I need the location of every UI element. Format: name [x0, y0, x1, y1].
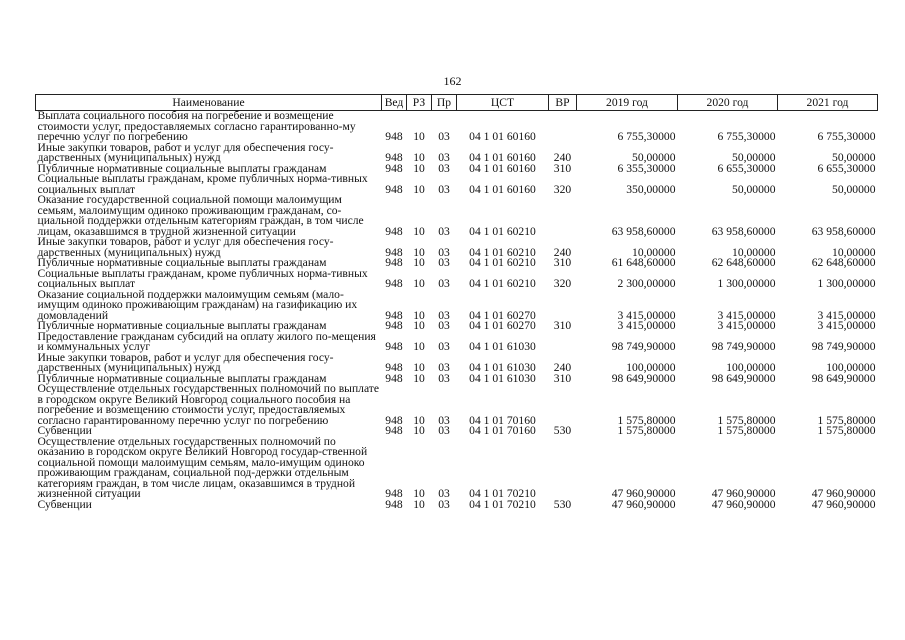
cell-name: Иные закупки товаров, работ и услуг для обеспечения госу-дарственных (муниципальных) нужд: [37, 350, 334, 374]
cell-name: Публичные нормативные социальные выплаты гражданам: [37, 161, 327, 175]
cell-2021: 50,00000: [832, 182, 876, 196]
cell-cst: 04 1 01 60210: [469, 277, 536, 290]
cell-2019: 98 649,90000: [611, 371, 676, 385]
cell-ved: 948: [385, 413, 403, 427]
cell-2019: 1 575,80000: [617, 413, 676, 427]
cell-pr: 03: [438, 245, 450, 259]
cell-cst: 04 1 01 70210: [469, 497, 536, 511]
header-ved: Вед: [382, 95, 407, 111]
cell-ved: 948: [385, 245, 403, 259]
cell-2021: 98 749,90000: [811, 340, 876, 353]
header-2021: 2021 год: [778, 95, 878, 111]
cell-rz: 10: [413, 277, 425, 290]
cell-pr: 03: [438, 340, 450, 353]
cell-rz: 10: [413, 340, 425, 353]
header-rz: РЗ: [407, 95, 432, 111]
cell-name: Социальные выплаты гражданам, кроме публичных норма-тивных социальных выплат: [37, 266, 368, 290]
cell-cst: 04 1 01 60160: [469, 161, 536, 175]
cell-2019: 2 300,00000: [617, 277, 676, 290]
cell-2019: 47 960,90000: [611, 487, 676, 500]
cell-2020: 47 960,90000: [711, 497, 776, 511]
cell-pr: 03: [438, 319, 450, 332]
cell-name: Оказание социальной поддержки малоимущим семьям (мало-имущим одиноко проживающим гражданам) на газификацию их домовладений: [37, 287, 358, 322]
cell-vr: 310: [553, 256, 572, 269]
cell-cst: 04 1 01 61030: [469, 361, 536, 374]
cell-ved: 948: [385, 487, 403, 500]
cell-vr: [549, 195, 577, 237]
cell-rz: 10: [413, 151, 425, 164]
cell-name: Публичные нормативные социальные выплаты гражданам: [37, 319, 327, 332]
cell-pr: 03: [438, 361, 450, 374]
table-row: [36, 269, 878, 290]
cell-ved: 948: [385, 277, 403, 290]
cell-rz: 10: [413, 424, 425, 437]
cell-2019: 61 648,60000: [611, 256, 676, 269]
cell-cst: 04 1 01 60160: [469, 130, 536, 143]
cell-cst: 04 1 01 70210: [469, 487, 536, 500]
cell-2021: 1 575,80000: [817, 413, 876, 427]
cell-vr: 310: [553, 319, 572, 332]
cell-2019: 3 415,00000: [617, 319, 676, 332]
cell-name: Иные закупки товаров, работ и услуг для обеспечения госу-дарственных (муниципальных) нужд: [37, 235, 334, 259]
table-row: [36, 353, 878, 374]
cell-vr: [549, 384, 577, 426]
cell-2019: 100,00000: [626, 361, 676, 374]
table-row: [36, 500, 878, 511]
cell-2021: 10,00000: [832, 245, 876, 259]
cell-rz: 10: [413, 245, 425, 259]
cell-pr: 03: [438, 277, 450, 290]
cell-ved: 948: [385, 340, 403, 353]
cell-name: Субвенции: [37, 497, 92, 511]
cell-pr: 03: [438, 224, 450, 238]
cell-pr: 03: [438, 497, 450, 511]
cell-rz: 10: [413, 497, 425, 511]
cell-rz: 10: [413, 413, 425, 427]
page-number: 162: [443, 74, 462, 88]
cell-cst: 04 1 01 60160: [469, 151, 536, 164]
cell-2020: 50,00000: [732, 182, 776, 196]
cell-rz: 10: [413, 224, 425, 238]
cell-rz: 10: [413, 308, 425, 322]
cell-pr: 03: [438, 371, 450, 385]
cell-2019: 47 960,90000: [611, 497, 676, 511]
cell-name: Субвенции: [37, 424, 92, 437]
cell-cst: 04 1 01 70160: [469, 413, 536, 427]
cell-2019: 63 958,60000: [611, 224, 676, 238]
cell-2021: 1 300,00000: [817, 277, 876, 290]
cell-2019: 3 415,00000: [617, 308, 676, 322]
cell-2019: 350,00000: [626, 182, 676, 196]
cell-pr: 03: [438, 413, 450, 427]
cell-name: Публичные нормативные социальные выплаты гражданам: [37, 371, 327, 385]
cell-2020: 47 960,90000: [711, 487, 776, 500]
cell-2020: 3 415,00000: [717, 319, 776, 332]
cell-vr: 310: [553, 161, 572, 175]
cell-pr: 03: [438, 182, 450, 196]
budget-table: [35, 94, 878, 510]
cell-cst: 04 1 01 60210: [469, 224, 536, 238]
cell-cst: 04 1 01 61030: [469, 340, 536, 353]
cell-rz: 10: [413, 256, 425, 269]
table-row: [36, 290, 878, 322]
cell-2019: 1 575,80000: [617, 424, 676, 437]
cell-vr: 530: [553, 424, 572, 437]
table-row: [36, 384, 878, 426]
cell-2019: 10,00000: [632, 245, 676, 259]
cell-pr: 03: [438, 151, 450, 164]
cell-cst: 04 1 01 70160: [469, 424, 536, 437]
table-row: [36, 174, 878, 195]
cell-2019: 6 355,30000: [617, 161, 676, 175]
cell-2021: 47 960,90000: [811, 497, 876, 511]
cell-2019: 6 755,30000: [617, 130, 676, 143]
cell-vr: 240: [553, 361, 572, 374]
cell-vr: [549, 111, 577, 143]
header-2020: 2020 год: [678, 95, 778, 111]
cell-2021: 63 958,60000: [811, 224, 876, 238]
cell-ved: 948: [385, 130, 403, 143]
cell-rz: 10: [413, 361, 425, 374]
cell-pr: 03: [438, 487, 450, 500]
cell-2020: 63 958,60000: [711, 224, 776, 238]
cell-2021: 6 655,30000: [817, 161, 876, 175]
cell-ved: 948: [385, 224, 403, 238]
cell-ved: 948: [385, 424, 403, 437]
cell-2019: 50,00000: [632, 151, 676, 164]
cell-2020: 98 649,90000: [711, 371, 776, 385]
cell-2020: 3 415,00000: [717, 308, 776, 322]
cell-pr: 03: [438, 308, 450, 322]
header-cst: ЦСТ: [457, 95, 549, 111]
cell-name: Выплата социального пособия на погребение и возмещение стоимости услуг, предоставляемых согласно гарантированно-му перечню услуг по погребению: [37, 109, 356, 143]
cell-name: Публичные нормативные социальные выплаты гражданам: [37, 256, 327, 269]
cell-name: Осуществление отдельных государственных полномочий по оказанию в городском округе Великий Новгород государ-ственной социальной помощи малоимущим семьям, мало-имущим одиноко проживающим гражданам, социальной под-держки отдельным категориям граждан, в том числе лицам, оказавшимся в трудной жизненной ситуации: [37, 434, 368, 500]
cell-2021: 3 415,00000: [817, 319, 876, 332]
cell-2020: 6 755,30000: [717, 130, 776, 143]
cell-rz: 10: [413, 487, 425, 500]
cell-rz: 10: [413, 371, 425, 385]
cell-pr: 03: [438, 424, 450, 437]
cell-name: Предоставление гражданам субсидий на оплату жилого по-мещения и коммунальных услуг: [37, 329, 376, 353]
cell-2019: 98 749,90000: [611, 340, 676, 353]
cell-2020: 1 300,00000: [717, 277, 776, 290]
cell-vr: 320: [553, 277, 572, 290]
cell-rz: 10: [413, 319, 425, 332]
cell-2021: 1 575,80000: [817, 424, 876, 437]
cell-2021: 47 960,90000: [811, 487, 876, 500]
header-pr: Пр: [432, 95, 457, 111]
table-row: [36, 195, 878, 237]
cell-ved: 948: [385, 319, 403, 332]
cell-2020: 1 575,80000: [717, 424, 776, 437]
cell-ved: 948: [385, 151, 403, 164]
cell-2020: 50,00000: [732, 151, 776, 164]
cell-2021: 3 415,00000: [817, 308, 876, 322]
cell-2020: 1 575,80000: [717, 413, 776, 427]
cell-name: Осуществление отдельных государственных полномочий по выплате в городском округе Великий Новгород социального пособия на погребение и возмещению стоимости услуг, предоставляемых согласно гарантированному перечню услуг по погребению: [37, 382, 380, 427]
cell-vr: 310: [553, 371, 572, 385]
cell-rz: 10: [413, 182, 425, 196]
cell-name: Социальные выплаты гражданам, кроме публичных норма-тивных социальных выплат: [37, 172, 368, 196]
table-row: [36, 237, 878, 258]
cell-ved: 948: [385, 497, 403, 511]
cell-ved: 948: [385, 161, 403, 175]
cell-rz: 10: [413, 161, 425, 175]
cell-ved: 948: [385, 371, 403, 385]
cell-2020: 62 648,60000: [711, 256, 776, 269]
cell-2021: 100,00000: [826, 361, 876, 374]
cell-2020: 98 749,90000: [711, 340, 776, 353]
cell-cst: 04 1 01 60270: [469, 308, 536, 322]
cell-pr: 03: [438, 161, 450, 175]
table-row: [36, 143, 878, 164]
cell-name: Иные закупки товаров, работ и услуг для обеспечения госу-дарственных (муниципальных) нужд: [37, 140, 334, 164]
cell-pr: 03: [438, 130, 450, 143]
cell-2020: 6 655,30000: [717, 161, 776, 175]
cell-cst: 04 1 01 60160: [469, 182, 536, 196]
cell-ved: 948: [385, 256, 403, 269]
cell-vr: 320: [553, 182, 572, 196]
table-row: [36, 332, 878, 353]
cell-ved: 948: [385, 361, 403, 374]
cell-cst: 04 1 01 60210: [469, 245, 536, 259]
cell-2021: 50,00000: [832, 151, 876, 164]
cell-2020: 10,00000: [732, 245, 776, 259]
table-row: [36, 437, 878, 500]
cell-2021: 98 649,90000: [811, 371, 876, 385]
cell-2021: 62 648,60000: [811, 256, 876, 269]
header-vr: ВР: [549, 95, 577, 111]
cell-vr: [549, 437, 577, 500]
header-name: Наименование: [36, 95, 382, 111]
cell-ved: 948: [385, 308, 403, 322]
cell-cst: 04 1 01 61030: [469, 371, 536, 385]
cell-name: Оказание государственной социальной помощи малоимущим семьям, малоимущим одиноко проживающим гражданам, со-циальной поддержки отдельным категориям граждан, в том числе лицам, оказавшимся в трудной жизненной ситуации: [37, 193, 364, 238]
cell-vr: 530: [553, 497, 572, 511]
cell-rz: 10: [413, 130, 425, 143]
cell-vr: [549, 290, 577, 322]
cell-cst: 04 1 01 60270: [469, 319, 536, 332]
table-row: [36, 111, 878, 143]
cell-2021: 6 755,30000: [817, 130, 876, 143]
cell-vr: 240: [553, 245, 572, 259]
cell-pr: 03: [438, 256, 450, 269]
header-2019: 2019 год: [577, 95, 678, 111]
cell-ved: 948: [385, 182, 403, 196]
cell-vr: [549, 332, 577, 353]
cell-cst: 04 1 01 60210: [469, 256, 536, 269]
cell-2020: 100,00000: [726, 361, 776, 374]
cell-vr: 240: [553, 151, 572, 164]
